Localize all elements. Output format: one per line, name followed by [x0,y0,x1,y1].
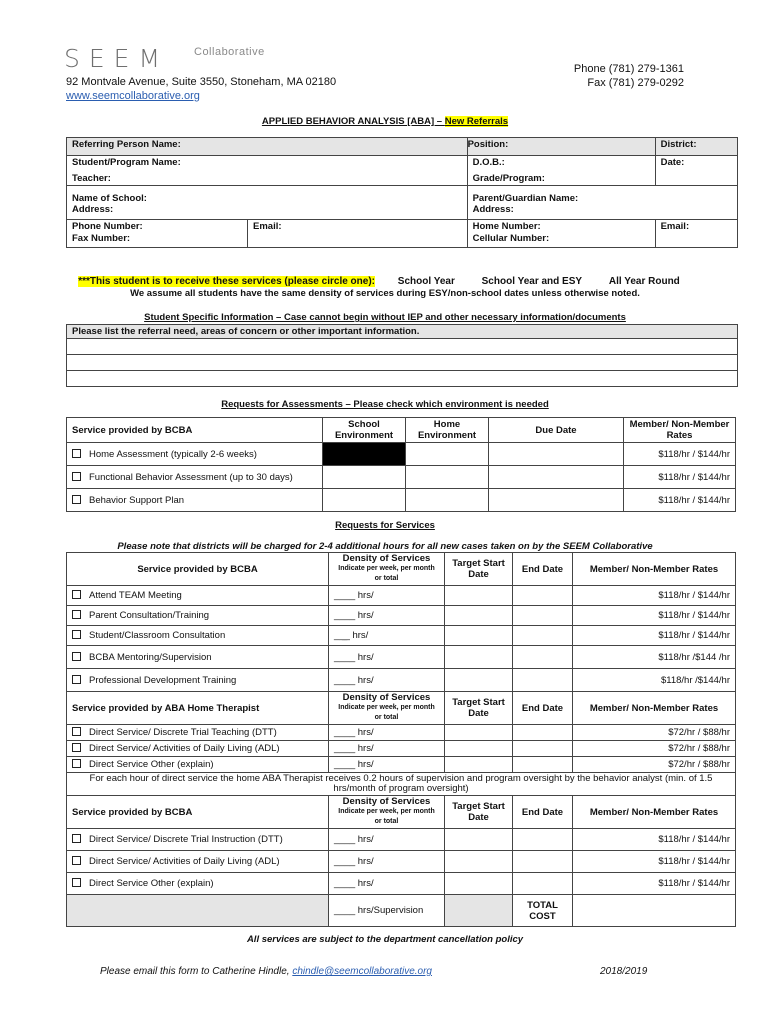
checkbox-icon[interactable] [72,743,81,752]
checkbox-icon[interactable] [72,472,81,481]
service-row[interactable]: Student/Classroom Consultation [67,626,329,646]
logo-main: SEEM [64,44,170,73]
cancellation-policy: All services are subject to the department cancellation policy [246,934,524,945]
phone: Phone (781) 279-1361 [573,63,684,75]
total-cost-cell[interactable] [573,895,736,927]
home-env-cell[interactable] [406,443,489,466]
density-cell[interactable]: ____ hrs/ [329,829,445,851]
density-cell[interactable]: __̲_ hrs/ [329,626,445,646]
col-home: Home Environment [406,418,489,443]
assessment-row[interactable]: Functional Behavior Assessment (up to 30 days) [67,466,323,489]
position-field[interactable]: Position: [467,138,655,156]
due-date-cell[interactable] [489,489,624,512]
density-cell[interactable]: ____ hrs/ [329,669,445,692]
specific-info-line[interactable] [67,339,738,355]
col-service: Service provided by BCBA [67,553,329,586]
rate-cell: $118/hr / $144/hr [573,829,736,851]
page-title: APPLIED BEHAVIOR ANALYSIS [ABA] – New Referrals [261,116,509,127]
end-cell[interactable] [513,851,573,873]
col-end: End Date [513,553,573,586]
dob-field[interactable]: D.O.B.: Grade/Program: [467,156,655,186]
assessment-row[interactable]: Home Assessment (typically 2-6 weeks) [67,443,323,466]
school-env-cell[interactable] [323,466,406,489]
service-row[interactable]: Direct Service/ Discrete Trial Teaching (DTT) [67,725,329,741]
email2-field[interactable]: Email: [655,220,737,248]
district-field[interactable]: District: [655,138,737,156]
col-rates: Member/ Non-Member Rates [573,796,736,829]
col-target: Target Start Date [445,796,513,829]
specific-info-table [66,324,738,387]
due-date-cell[interactable] [489,443,624,466]
service-row[interactable]: Professional Development Training [67,669,329,692]
checkbox-icon[interactable] [72,675,81,684]
end-cell[interactable] [513,757,573,773]
service-row[interactable]: Direct Service/ Activities of Daily Living (ADL) [67,741,329,757]
checkbox-icon[interactable] [72,856,81,865]
blank-cell [67,895,329,927]
end-cell[interactable] [513,626,573,646]
aba-header: Service provided by ABA Home Therapist [67,692,329,725]
end-cell[interactable] [513,873,573,895]
total-cost-label: TOTAL COST [513,895,573,927]
assessments-table [66,417,736,512]
form-year: 2018/2019 [600,966,648,977]
checkbox-icon[interactable] [72,495,81,504]
school-env-cell[interactable] [323,489,406,512]
target-cell[interactable] [445,606,513,626]
target-cell[interactable] [445,741,513,757]
target-cell[interactable] [445,626,513,646]
service-row[interactable]: Direct Service Other (explain) [67,757,329,773]
phone-field[interactable]: Phone Number: Fax Number: [67,220,248,248]
col-rates: Member/ Non-Member Rates [573,692,736,725]
referral-info-table [66,137,738,248]
home-field[interactable]: Home Number: Cellular Number: [467,220,655,248]
col-service: Service provided by BCBA [67,418,323,443]
density-cell[interactable]: ____ hrs/ [329,646,445,669]
target-cell[interactable] [445,873,513,895]
email-field[interactable]: Email: [248,220,468,248]
email-instructions: Please email this form to Catherine Hindle, chindle@seemcollaborative.org [100,966,432,977]
home-env-cell[interactable] [406,466,489,489]
col-density: Density of Services Indicate per week, per month or total [329,553,445,586]
aba-supervision-note: For each hour of direct service the home ABA Therapist receives 0.2 hours of supervision and program oversight by the behavior analyst (min. of 1.5 hrs/month of program oversight) [67,773,736,796]
specific-info-heading: Student Specific Information – Case cannot begin without IEP and other necessary information/documents [144,312,626,323]
specific-info-prompt: Please list the referral need, areas of concern or other important information. [67,325,738,339]
parent-field[interactable]: Parent/Guardian Name: Address: [467,186,737,220]
website-link[interactable]: www.seemcollaborative.org [66,90,200,102]
density-cell[interactable]: ____ hrs/ [329,741,445,757]
end-cell[interactable] [513,606,573,626]
rate-cell: $118/hr /$144/hr [573,669,736,692]
col-rates: Member/ Non-Member Rates [573,553,736,586]
target-cell[interactable] [445,646,513,669]
service-row[interactable]: Parent Consultation/Training [67,606,329,626]
service-row[interactable]: BCBA Mentoring/Supervision [67,646,329,669]
end-cell[interactable] [513,725,573,741]
service-row[interactable]: Attend TEAM Meeting [67,586,329,606]
rate-cell: $118/hr / $144/hr [573,586,736,606]
checkbox-icon[interactable] [72,449,81,458]
rate-cell: $118/hr / $144/hr [624,466,736,489]
referring-person-field[interactable]: Referring Person Name: [67,138,468,156]
assessment-row[interactable]: Behavior Support Plan [67,489,323,512]
due-date-cell[interactable] [489,466,624,489]
target-cell[interactable] [445,851,513,873]
col-rates: Member/ Non-Member Rates [624,418,736,443]
services-heading: Requests for Services [335,520,435,531]
col-school: School Environment [323,418,406,443]
rate-cell: $72/hr / $88/hr [573,757,736,773]
services-table [66,552,736,927]
end-cell[interactable] [513,646,573,669]
date-field[interactable]: Date: [655,156,737,186]
end-cell[interactable] [513,586,573,606]
home-env-cell[interactable] [406,489,489,512]
target-cell[interactable] [445,757,513,773]
services-choice [0,276,770,287]
address: 92 Montvale Avenue, Suite 3550, Stoneham, MA 02180 [66,76,337,88]
checkbox-icon[interactable] [72,834,81,843]
rate-cell: $118/hr / $144/hr [624,489,736,512]
end-cell[interactable] [513,669,573,692]
end-cell[interactable] [513,829,573,851]
density-cell[interactable]: ____ hrs/ [329,586,445,606]
col-density: Density of Services Indicate per week, per month or total [329,796,445,829]
email-link[interactable]: chindle@seemcollaborative.org [292,966,432,977]
target-cell[interactable] [445,725,513,741]
school-field[interactable]: Name of School: Address: [67,186,468,220]
supervision-cell[interactable]: ____ hrs/Supervision [329,895,445,927]
assessments-heading: Requests for Assessments – Please check which environment is needed [221,399,549,410]
option-esy[interactable]: School Year and ESY [481,276,583,287]
assume-note: We assume all students have the same density of services during ESY/non-school dates unless otherwise noted. [130,288,640,299]
service-row[interactable]: Direct Service Other (explain) [67,873,329,895]
density-cell[interactable]: ____ hrs/ [329,757,445,773]
checkbox-icon[interactable] [72,610,81,619]
col-end: End Date [513,692,573,725]
rate-cell: $118/hr /$144 /hr [573,646,736,669]
end-cell[interactable] [513,741,573,757]
fax: Fax (781) 279-0292 [587,77,684,89]
col-target: Target Start Date [445,692,513,725]
target-cell[interactable] [445,669,513,692]
checkbox-icon[interactable] [72,652,81,661]
density-cell[interactable]: ____ hrs/ [329,606,445,626]
service-row[interactable]: Direct Service/ Discrete Trial Instruction (DTT) [67,829,329,851]
col-due: Due Date [489,418,624,443]
specific-info-line[interactable] [67,355,738,371]
col-end: End Date [513,796,573,829]
target-cell[interactable] [445,586,513,606]
density-cell[interactable]: ____ hrs/ [329,873,445,895]
rate-cell: $118/hr / $144/hr [573,606,736,626]
checkbox-icon[interactable] [72,727,81,736]
checkbox-icon[interactable] [72,878,81,887]
checkbox-icon[interactable] [72,630,81,639]
density-cell[interactable]: ____ hrs/ [329,725,445,741]
target-cell[interactable] [445,829,513,851]
bcba2-header: Service provided by BCBA [67,796,329,829]
rate-cell: $118/hr / $144/hr [624,443,736,466]
rate-cell: $118/hr / $144/hr [573,626,736,646]
rate-cell: $118/hr / $144/hr [573,873,736,895]
option-school-year[interactable]: School Year [397,276,455,287]
rate-cell: $118/hr / $144/hr [573,851,736,873]
circle-prompt: ***This student is to receive these services (please circle one): [78,276,375,287]
logo-sub: Collaborative [194,46,265,58]
col-target: Target Start Date [445,553,513,586]
col-density: Density of Services Indicate per week, per month or total [329,692,445,725]
service-row[interactable]: Direct Service/ Activities of Daily Living (ADL) [67,851,329,873]
services-note: Please note that districts will be charged for 2-4 additional hours for all new cases taken on by the SEEM Collaborative [117,541,653,552]
checkbox-icon[interactable] [72,590,81,599]
blank-cell [445,895,513,927]
blocked-cell [323,443,406,466]
density-cell[interactable]: ____ hrs/ [329,851,445,873]
option-all-year[interactable]: All Year Round [608,276,680,287]
checkbox-icon[interactable] [72,759,81,768]
specific-info-line[interactable] [67,371,738,387]
student-field[interactable]: Student/Program Name: Teacher: [67,156,468,186]
rate-cell: $72/hr / $88/hr [573,741,736,757]
rate-cell: $72/hr / $88/hr [573,725,736,741]
